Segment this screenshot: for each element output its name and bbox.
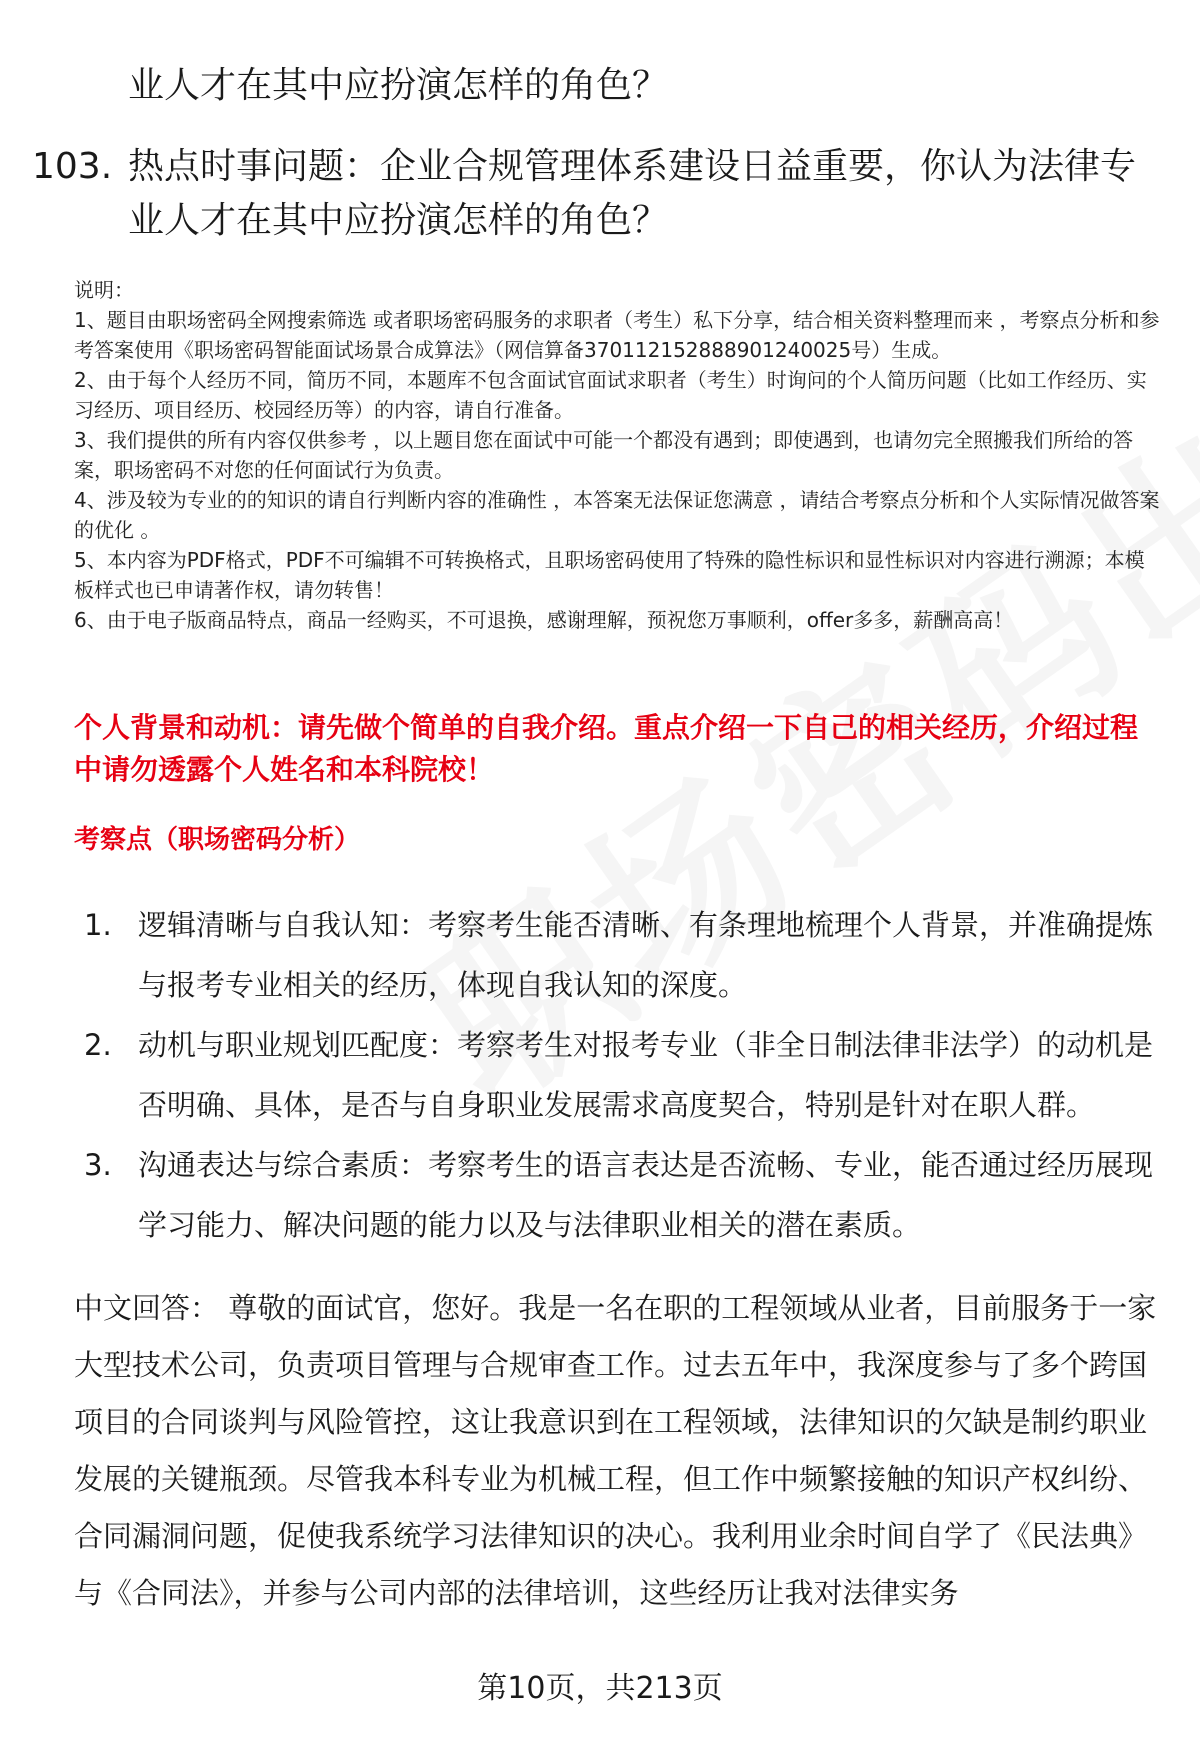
disclaimer-notes	[74, 275, 1160, 635]
assessment-point	[74, 1135, 1160, 1255]
page-number: 第10页，共213页	[477, 1671, 723, 1706]
question-103	[32, 140, 1152, 248]
question-text: 热点时事问题：企业合规管理体系建设日益重要，你认为法律专业人才在其中应扮演怎样的角色？	[128, 146, 1137, 241]
note-item: 5、本内容为PDF格式，PDF不可编辑不可转换格式，且职场密码使用了特殊的隐性标识和显性标识对内容进行溯源；本模板样式也已申请著作权，请勿转售！	[74, 548, 1145, 602]
assessment-point	[74, 895, 1160, 1015]
notes-heading: 说明：	[74, 278, 134, 302]
previous-question-tail: 业人才在其中应扮演怎样的角色？	[128, 65, 669, 106]
chinese-answer: 中文回答： 尊敬的面试官，您好。我是一名在职的工程领域从业者，目前服务于一家大型技术公司，负责项目管理与合规审查工作。过去五年中，我深度参与了多个跨国项目的合同谈判与风险管控，这让我意识到在工程领域，法律知识的欠缺是制约职业发展的关键瓶颈。尽管我本科专业为机械工程，但工作中频繁接触的知识产权纠纷、合同漏洞问题，促使我系统学习法律知识的决心。我利用业余时间自学了《民法典》与《合同法》，并参与公司内部的法律培训，这些经历让我对法律实务	[74, 1291, 1157, 1610]
section-title: 考察点（职场密码分析）	[74, 825, 361, 855]
note-item: 2、由于每个人经历不同，简历不同，本题库不包含面试官面试求职者（考生）时询问的个人简历问题（比如工作经历、实习经历、项目经历、校园经历等）的内容，请自行准备。	[74, 368, 1147, 422]
interview-question: 个人背景和动机：请先做个简单的自我介绍。重点介绍一下自己的相关经历，介绍过程中请勿透露个人姓名和本科院校！	[74, 711, 1139, 786]
assessment-points	[74, 895, 1160, 1255]
point-number: 2.	[84, 1028, 112, 1062]
note-item: 1、题目由职场密码全网搜索筛选 或者职场密码服务的求职者（考生）私下分享，结合相关资料整理而来 ，考察点分析和参考答案使用《职场密码智能面试场景合成算法》（网信算备370112152888901240025号）生成。	[74, 308, 1160, 362]
note-item: 4、涉及较为专业的的知识的请自行判断内容的准确性 ，本答案无法保证您满意 ，请结合考察点分析和个人实际情况做答案的优化 。	[74, 488, 1160, 542]
note-item: 3、我们提供的所有内容仅供参考 ，以上题目您在面试中可能一个都没有遇到；即使遇到，也请勿完全照搬我们所给的答案，职场密码不对您的任何面试行为负责。	[74, 428, 1134, 482]
note-item: 6、由于电子版商品特点，商品一经购买，不可退换，感谢理解，预祝您万事顺利，offer多多，薪酬高高！	[74, 608, 1014, 632]
point-number: 3.	[84, 1148, 112, 1182]
assessment-point	[74, 1015, 1160, 1135]
point-number: 1.	[84, 908, 112, 942]
point-text: 沟通表达与综合素质：考察考生的语言表达是否流畅、专业，能否通过经历展现学习能力、解决问题的能力以及与法律职业相关的潜在素质。	[138, 1148, 1154, 1242]
point-text: 动机与职业规划匹配度：考察考生对报考专业（非全日制法律非法学）的动机是否明确、具体，是否与自身职业发展需求高度契合，特别是针对在职人群。	[138, 1028, 1154, 1122]
point-text: 逻辑清晰与自我认知：考察考生能否清晰、有条理地梳理个人背景，并准确提炼与报考专业相关的经历，体现自我认知的深度。	[138, 908, 1154, 1002]
question-number: 103.	[32, 146, 113, 187]
